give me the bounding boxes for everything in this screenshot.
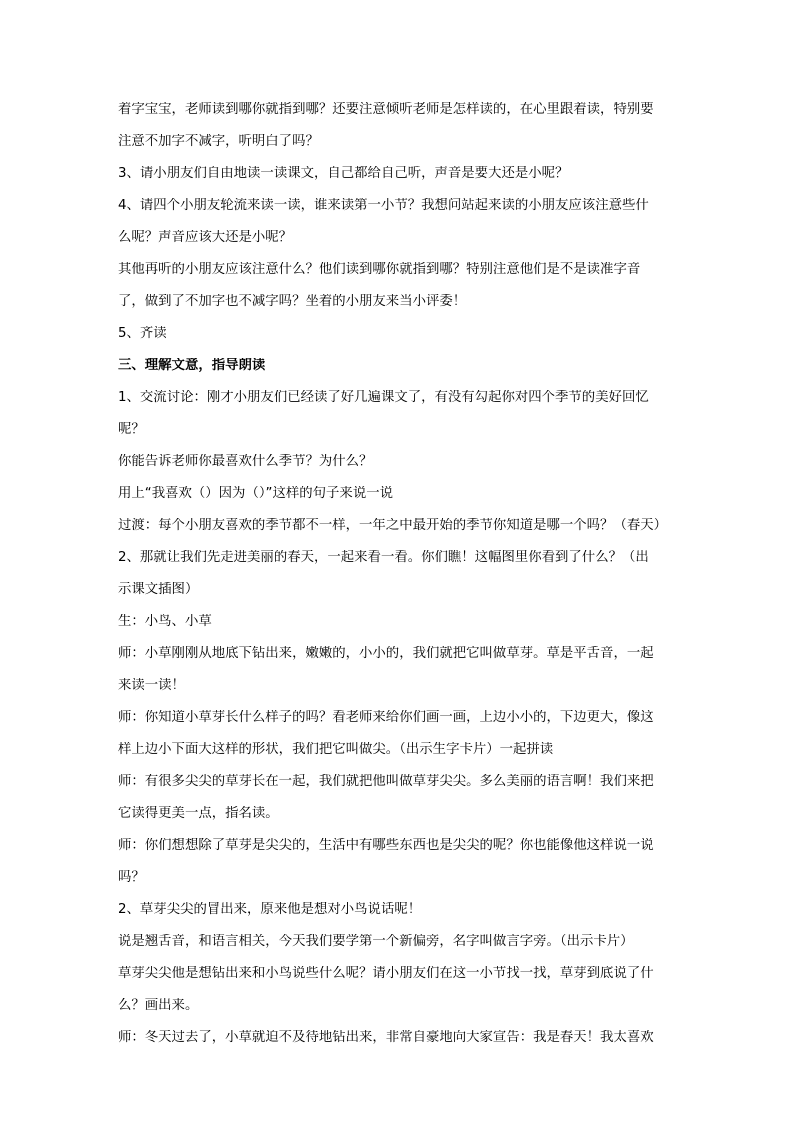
text-line: 师：你们想想除了草芽是尖尖的，生活中有哪些东西也是尖尖的呢？你也能像他这样说一说: [118, 838, 654, 853]
text-line: 呢？: [118, 422, 145, 437]
text-line: 你能告诉老师你最喜欢什么季节？为什么？: [118, 454, 373, 469]
text-line: 1、交流讨论：刚才小朋友们已经读了好几遍课文了，有没有勾起你对四个季节的美好回忆: [118, 390, 649, 405]
text-line: 着字宝宝，老师读到哪你就指到哪？还要注意倾听老师是怎样读的，在心里跟着读，特别要: [118, 102, 654, 117]
text-line: 师：有很多尖尖的草芽长在一起，我们就把他叫做草芽尖尖。多么美丽的语言啊！我们来把: [118, 774, 654, 789]
text-line: 师：你知道小草芽长什么样子的吗？看老师来给你们画一画，上边小小的，下边更大，像这: [118, 710, 654, 725]
text-line: 2、那就让我们先走进美丽的春天，一起来看一看。你们瞧！这幅图里你看到了什么？（出: [118, 550, 649, 565]
text-line: 3、请小朋友们自由地读一读课文，自己都给自己听，声音是要大还是小呢？: [118, 166, 569, 181]
text-line: 它读得更美一点，指名读。: [118, 806, 279, 821]
text-line: 么？画出来。: [118, 998, 199, 1013]
text-line: 师：小草刚刚从地底下钻出来，嫩嫩的，小小的，我们就把它叫做草芽。草是平舌音，一起: [118, 646, 654, 661]
text-line: 吗？: [118, 870, 145, 885]
text-line: 草芽尖尖他是想钻出来和小鸟说些什么呢？请小朋友们在这一小节找一找，草芽到底说了什: [118, 966, 654, 981]
text-line: 过渡：每个小朋友喜欢的季节都不一样，一年之中最开始的季节你知道是哪一个吗？（春天）: [118, 518, 668, 533]
text-line: 示课文插图）: [118, 582, 199, 597]
text-line: 样上边小下面大这样的形状，我们把它叫做尖。（出示生字卡片）一起拼读: [118, 742, 554, 757]
text-line: 生：小鸟、小草: [118, 614, 212, 629]
text-line: 说是翘舌音，和语言相关，今天我们要学第一个新偏旁，名字叫做言字旁。（出示卡片）: [118, 934, 634, 949]
text-line: 2、草芽尖尖的冒出来，原来他是想对小鸟说话呢！: [118, 902, 422, 917]
text-line: 来读一读！: [118, 678, 185, 693]
text-line: 注意不加字不减字，听明白了吗？: [118, 134, 319, 149]
text-line: 4、请四个小朋友轮流来读一读，谁来读第一小节？我想问站起来读的小朋友应该注意些什: [118, 198, 649, 213]
text-line: 其他再听的小朋友应该注意什么？他们读到哪你就指到哪？特别注意他们是不是读准字音: [118, 262, 641, 277]
text-line: 用上“我喜欢（）因为（）”这样的句子来说一说: [118, 486, 393, 501]
text-line: 么呢？声音应该大还是小呢？: [118, 230, 293, 245]
text-line: 师：冬天过去了，小草就迫不及待地钻出来，非常自豪地向大家宣告：我是春天！我太喜欢: [118, 1030, 654, 1045]
text-line: 了，做到了不加字也不减字吗？坐着的小朋友来当小评委！: [118, 294, 467, 309]
section-heading: 三、理解文意，指导朗读: [118, 358, 266, 373]
text-line: 5、齐读: [118, 326, 167, 341]
